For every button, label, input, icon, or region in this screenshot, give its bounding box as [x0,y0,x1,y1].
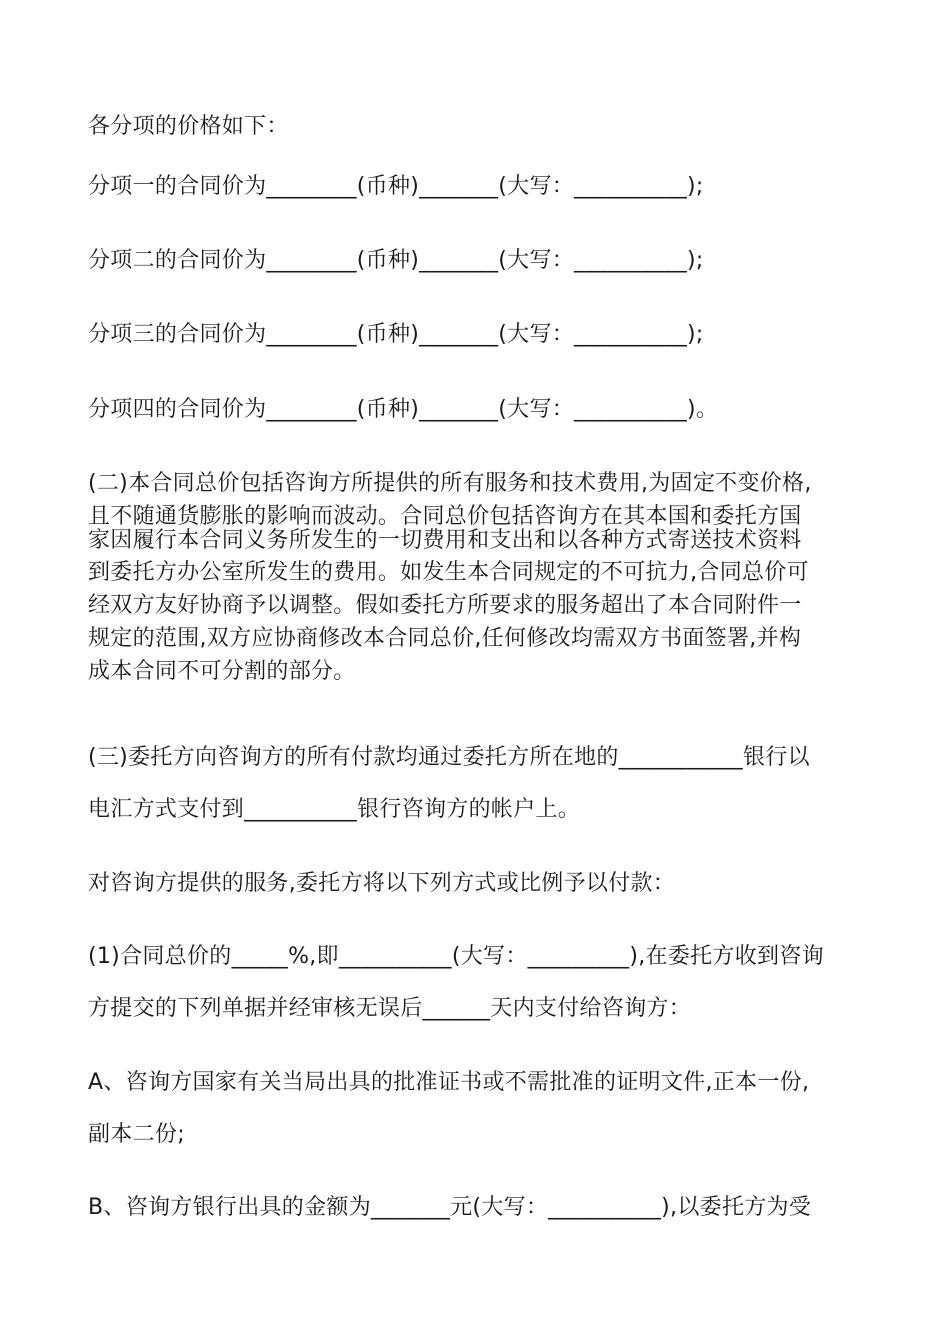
clause-3-line: 电汇方式支付到__________银行咨询方的帐户上。 [88,797,581,822]
clause-2-line: 到委托方办公室所发生的费用。如发生本合同规定的不可抗力,合同总价可 [88,560,809,585]
document-item-a-line: A、咨询方国家有关当局出具的批准证书或不需批准的证明文件,正本一份, [88,1070,810,1095]
clause-2-line: 成本合同不可分割的部分。 [88,659,356,684]
document-item-a-line: 副本二份; [88,1122,185,1147]
price-intro: 各分项的价格如下： [88,114,289,139]
subitem-2-price: 分项二的合同价为________(币种)_______(大写：__________); [88,248,704,273]
clause-2-line: 且不随通货膨胀的影响而波动。合同总价包括咨询方在其本国和委托方国 [88,504,802,529]
clause-3-line: (三)委托方向咨询方的所有付款均通过委托方所在地的___________银行以 [88,745,810,770]
clause-2-line: 家因履行本合同义务所发生的一切费用和支出和以各种方式寄送技术资料 [88,528,802,553]
payment-item-1-line: 方提交的下列单据并经审核无误后______天内支付给咨询方： [88,996,692,1021]
subitem-3-price: 分项三的合同价为________(币种)_______(大写：__________); [88,322,704,347]
payment-intro: 对咨询方提供的服务,委托方将以下列方式或比例予以付款： [88,871,676,896]
clause-3-payment-bank [88,744,868,826]
payment-item-1 [88,943,868,1025]
payment-item-1-line: (1)合同总价的_____%,即__________(大写：_________),在委托方收到咨询 [88,944,824,969]
clause-2-total-price [88,470,868,688]
document-item-b: B、咨询方银行出具的金额为_______元(大写：__________),以委托方为受 [88,1195,812,1220]
document-item-a [88,1069,868,1151]
clause-2-line: 规定的范围,双方应协商修改本合同总价,任何修改均需双方书面签署,并构 [88,626,802,651]
clause-2-line: 经双方友好协商予以调整。假如委托方所要求的服务超出了本合同附件一 [88,593,802,618]
subitem-1-price: 分项一的合同价为________(币种)_______(大写：__________); [88,174,704,199]
clause-2-line: (二)本合同总价包括咨询方所提供的所有服务和技术费用,为固定不变价格, [88,471,812,496]
subitem-4-price: 分项四的合同价为________(币种)_______(大写：__________)。 [88,397,719,422]
